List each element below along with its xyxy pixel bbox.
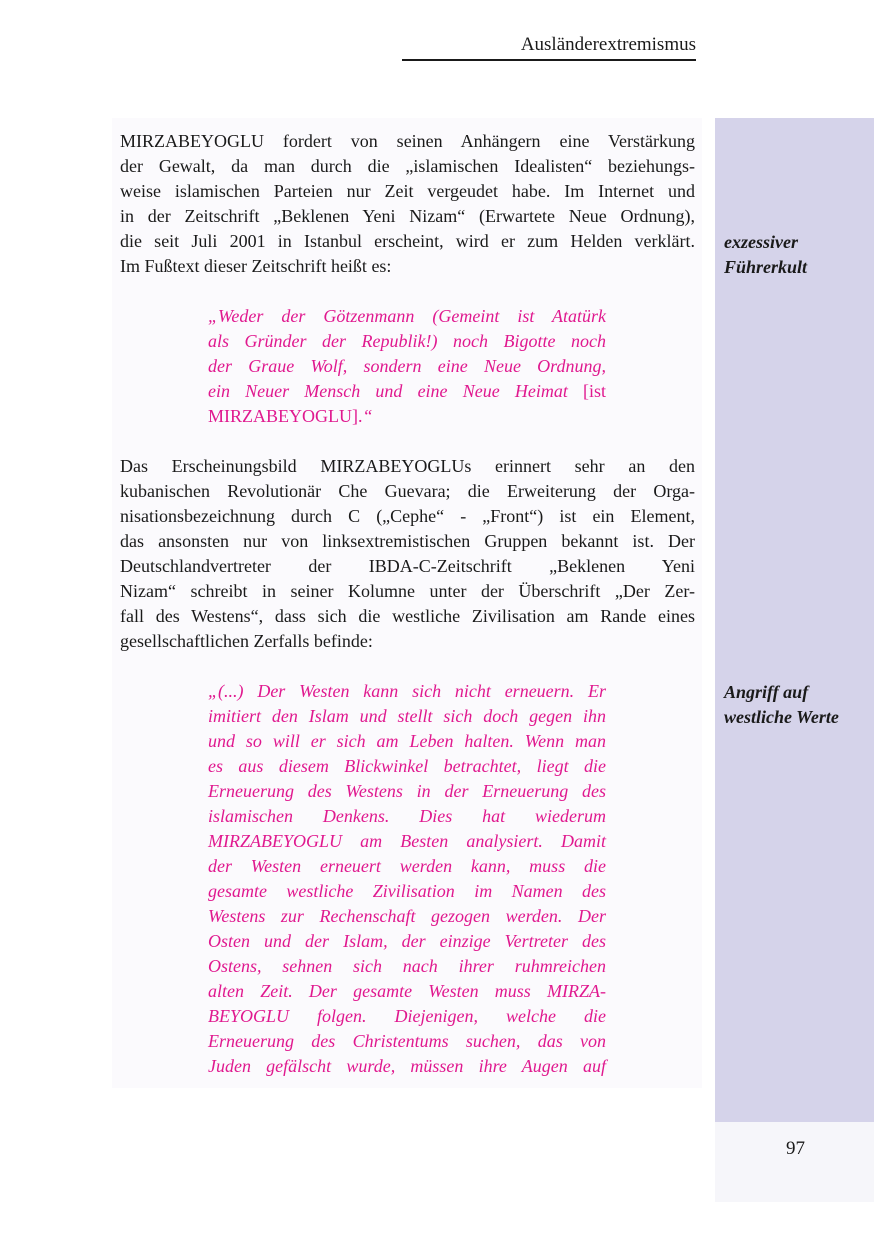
quote-closing-mark: “ xyxy=(362,406,373,426)
page-number: 97 xyxy=(786,1138,805,1159)
quote-line: BEYOGLU folgen. Diejenigen, welche die xyxy=(208,1006,606,1026)
quote-line: Juden gefälscht wurde, müssen ihre Augen auf xyxy=(208,1056,606,1076)
margin-note-angriff xyxy=(724,680,872,730)
quote-line: islamischen Denkens. Dies hat wiederum xyxy=(208,806,606,826)
quote-line: Westens zur Rechenschaft gezogen werden. Der xyxy=(208,906,606,926)
quote-line xyxy=(208,379,606,404)
quote-italic-fragment: ein Neuer Mensch und eine Neue Heimat xyxy=(208,381,568,401)
quote-upright-fragment: [ist xyxy=(582,381,606,401)
quote-line: Osten und der Islam, der einzige Vertreter des xyxy=(208,931,606,951)
text-line: in der Zeitschrift „Beklenen Yeni Nizam“ (Erwartete Neue Ordnung), xyxy=(120,206,695,226)
quote-line: imitiert den Islam und stellt sich doch gegen ihn xyxy=(208,706,606,726)
quote-line: MIRZABEYOGLU am Besten analysiert. Damit xyxy=(208,831,606,851)
text-line: Das Erscheinungsbild MIRZABEYOGLUs erinnert sehr an den xyxy=(120,456,695,476)
quote-line: und so will er sich am Leben halten. Wenn man xyxy=(208,731,606,751)
text-line: fall des Westens“, dass sich die westliche Zivilisation am Rande eines xyxy=(120,606,695,626)
text-line: nisationsbezeichnung durch C („Cephe“ - „Front“) ist ein Element, xyxy=(120,506,695,526)
page-number-box xyxy=(715,1122,874,1202)
text-line: gesellschaftlichen Zerfalls befinde: xyxy=(120,631,373,651)
margin-note-line: westliche Werte xyxy=(724,707,839,727)
text-line: Im Fußtext dieser Zeitschrift heißt es: xyxy=(120,256,392,276)
block-quote-1 xyxy=(208,304,606,429)
quote-line: es aus diesem Blickwinkel betrachtet, liegt die xyxy=(208,756,606,776)
text-line: weise islamischen Parteien nur Zeit vergeudet habe. Im Internet und xyxy=(120,181,695,201)
quote-upright-fragment: MIRZABEYOGLU]. xyxy=(208,406,363,426)
quote-line: alten Zeit. Der gesamte Westen muss MIRZA- xyxy=(208,981,606,1001)
quote-line: gesamte westliche Zivilisation im Namen des xyxy=(208,881,606,901)
quote-line: der Westen erneuert werden kann, muss die xyxy=(208,856,606,876)
text-line: kubanischen Revolutionär Che Guevara; die Erweiterung der Orga- xyxy=(120,481,695,501)
text-line: Deutschlandvertreter der IBDA-C-Zeitschrift „Beklenen Yeni xyxy=(120,556,695,576)
paragraph-1 xyxy=(120,129,695,279)
quote-line: Erneuerung des Christentums suchen, das von xyxy=(208,1031,606,1051)
margin-note-line: exzessiver xyxy=(724,232,798,252)
quote-line xyxy=(208,404,606,429)
quote-line: der Graue Wolf, sondern eine Neue Ordnung, xyxy=(208,356,606,376)
block-quote-2 xyxy=(208,679,606,1079)
text-line: der Gewalt, da man durch die „islamischen Idealisten“ beziehungs- xyxy=(120,156,695,176)
running-title: Ausländerextremismus xyxy=(402,33,696,61)
quote-line: Ostens, sehnen sich nach ihrer ruhmreichen xyxy=(208,956,606,976)
text-line: das ansonsten nur von linksextremistischen Gruppen bekannt ist. Der xyxy=(120,531,695,551)
text-line: MIRZABEYOGLU fordert von seinen Anhängern eine Verstärkung xyxy=(120,131,695,151)
margin-note-fuehrerkult xyxy=(724,230,872,280)
text-line: Nizam“ schreibt in seiner Kolumne unter der Überschrift „Der Zer- xyxy=(120,581,695,601)
margin-note-line: Führerkult xyxy=(724,257,808,277)
margin-note-line: Angriff auf xyxy=(724,682,809,702)
paragraph-2 xyxy=(120,454,695,654)
quote-line: „Weder der Götzenmann (Gemeint ist Atatürk xyxy=(208,306,606,326)
text-line: die seit Juli 2001 in Istanbul erscheint, wird er zum Helden verklärt. xyxy=(120,231,695,251)
quote-line: Erneuerung des Westens in der Erneuerung des xyxy=(208,781,606,801)
quote-line: als Gründer der Republik!) noch Bigotte noch xyxy=(208,331,606,351)
quote-line: „(...) Der Westen kann sich nicht erneuern. Er xyxy=(208,681,606,701)
